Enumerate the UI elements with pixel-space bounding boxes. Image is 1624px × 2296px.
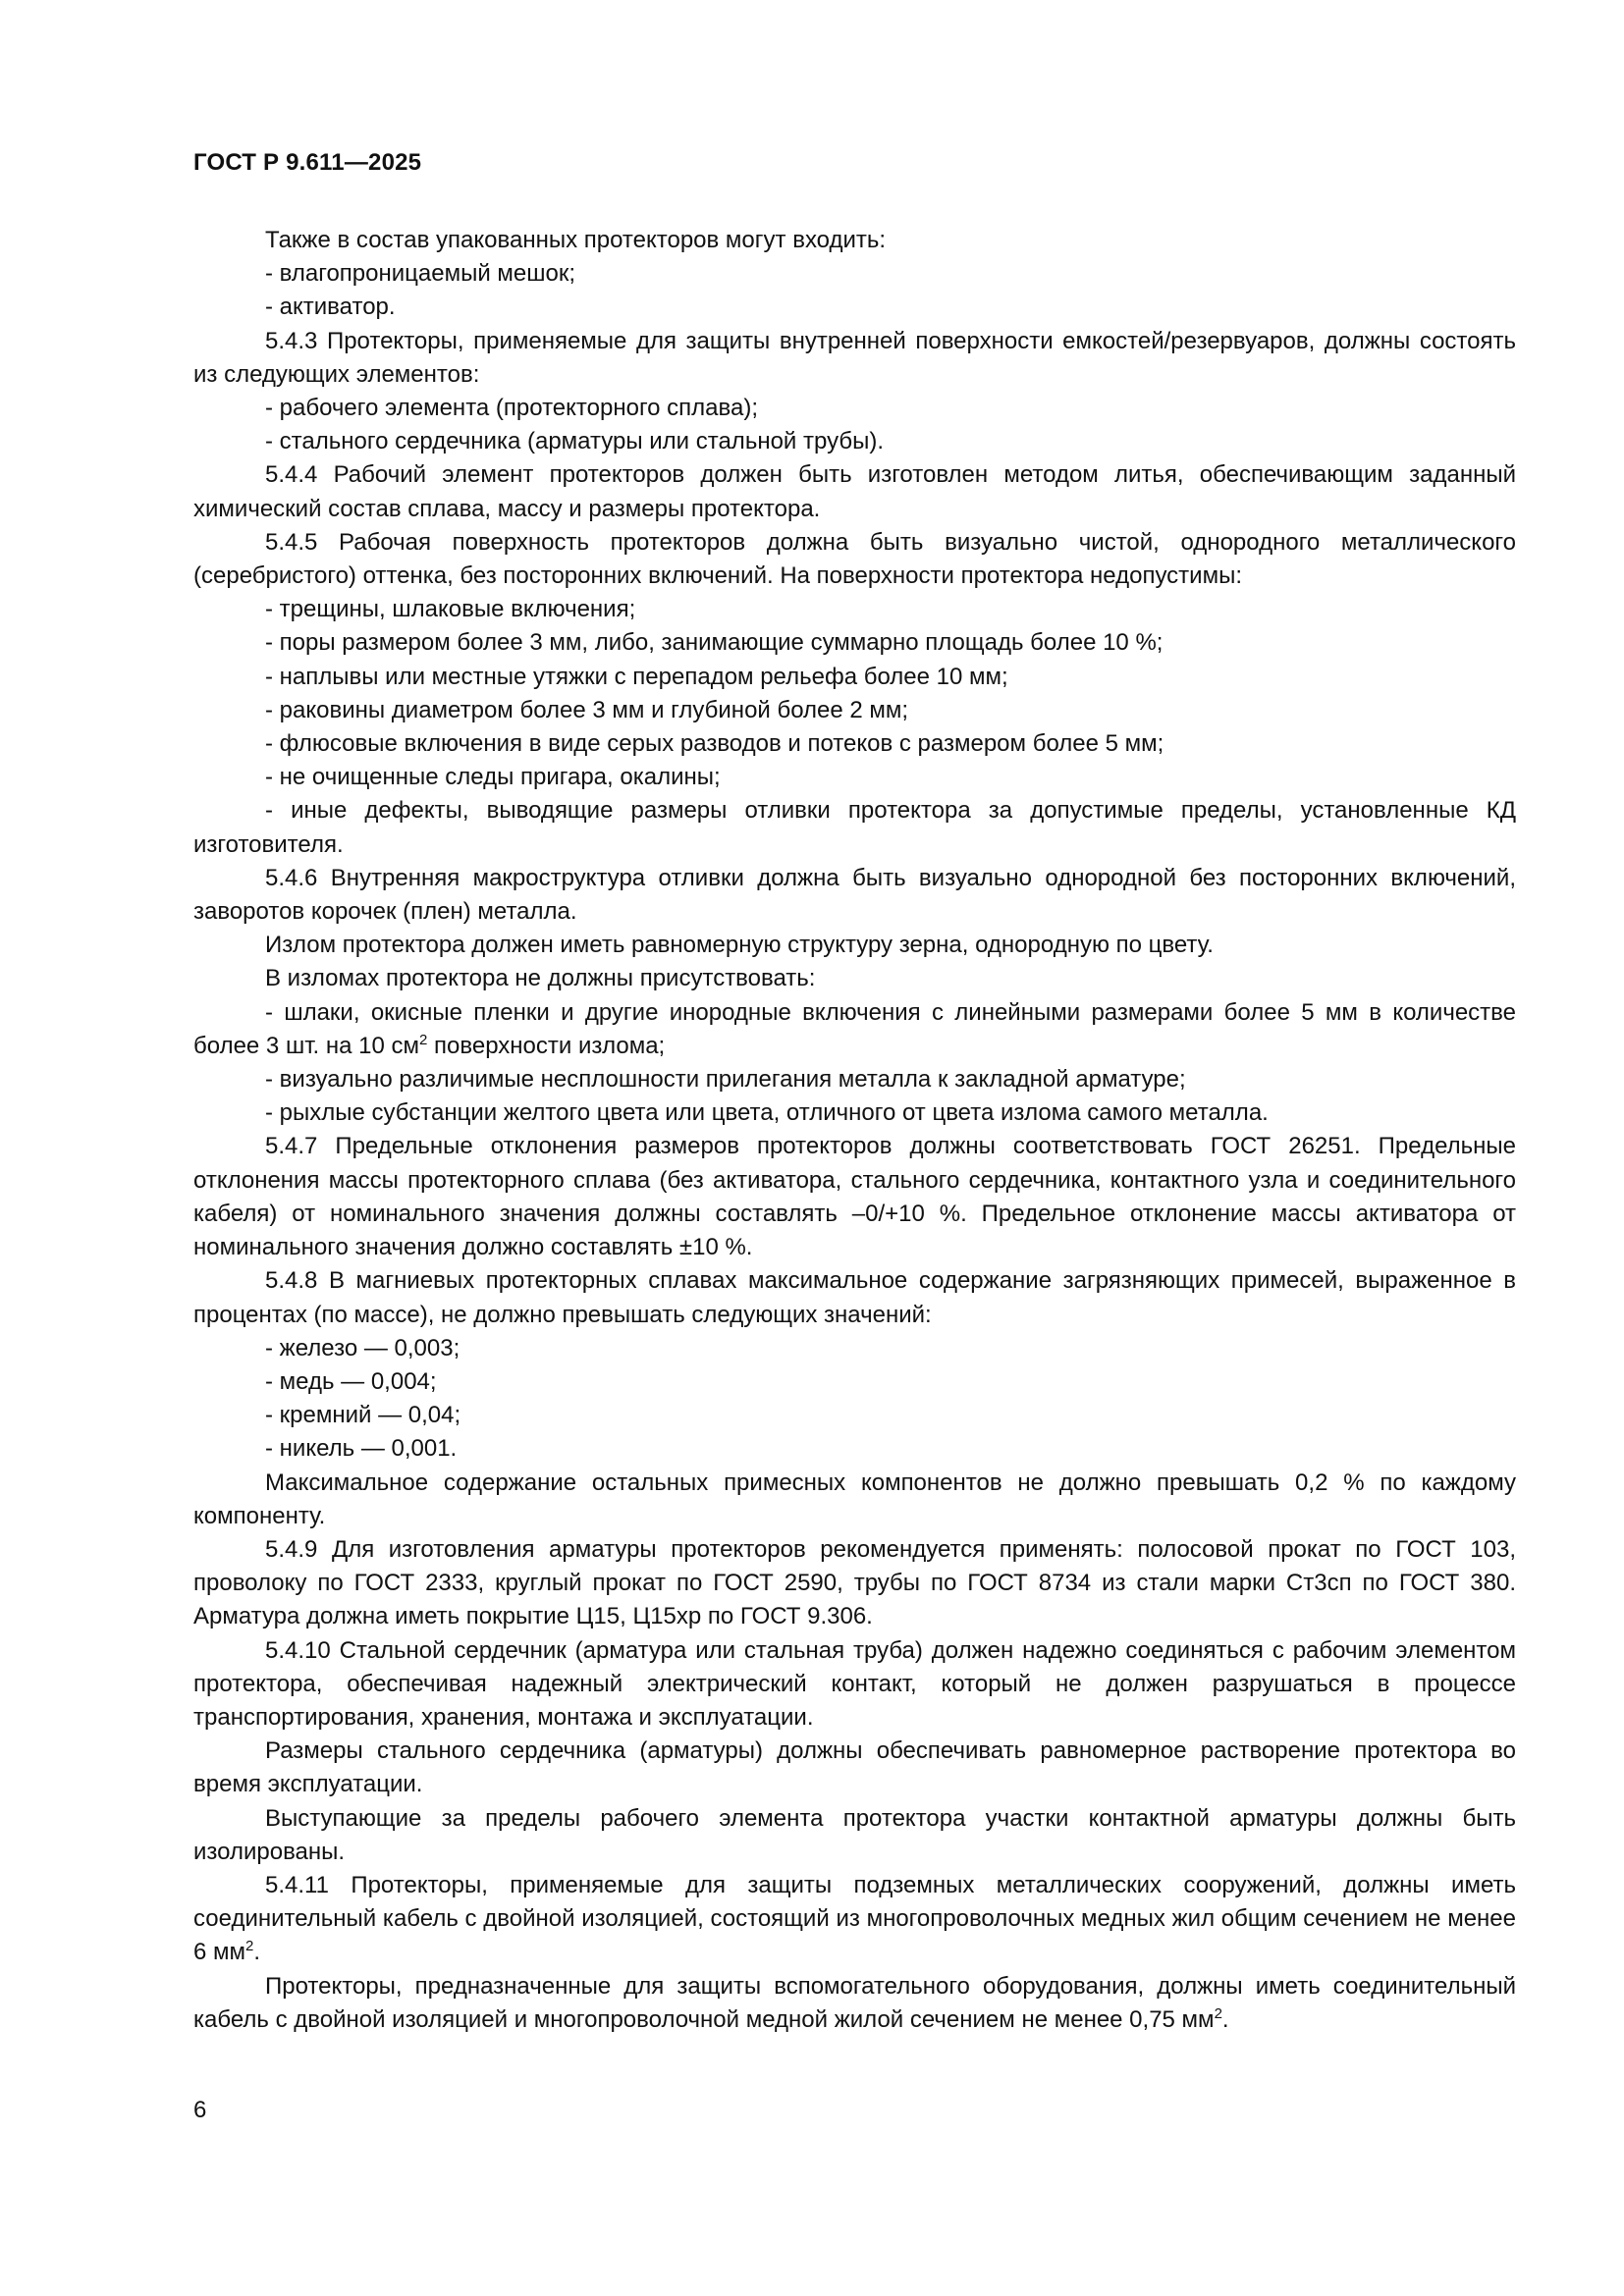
list-item: - трещины, шлаковые включения; [265, 596, 636, 623]
document-header: ГОСТ Р 9.611—2025 [193, 149, 422, 176]
list-item-text: - шлаки, окисные пленки и другие инородные включения с линейными размерами более 5 мм в количестве более 3 шт. на 10 см [193, 998, 1516, 1059]
list-item: - никель — 0,001. [265, 1435, 458, 1463]
paragraph: Максимальное содержание остальных примесных компонентов не должно превышать 0,2 % по каждому компоненту. [193, 1468, 1516, 1529]
paragraph [193, 1869, 1516, 1970]
list-item: - активатор. [265, 294, 396, 321]
paragraph: 5.4.3 Протекторы, применяемые для защиты внутренней поверхности емкостей/резервуаров, должны состоять из следующих элементов: [193, 327, 1516, 388]
list-item: - флюсовые включения в виде серых разводов и потеков с размером более 5 мм; [265, 730, 1164, 758]
page-number: 6 [193, 2097, 207, 2123]
list-item-tail: поверхности излома; [427, 1032, 666, 1059]
superscript: 2 [419, 1031, 428, 1048]
paragraph: 5.4.6 Внутренняя макроструктура отливки должна быть визуально однородной без посторонних включений, заворотов корочек (плен) металла. [193, 864, 1516, 926]
list-item: - медь — 0,004; [265, 1367, 437, 1395]
period: . [1221, 2005, 1229, 2033]
paragraph: 5.4.5 Рабочая поверхность протекторов должна быть визуально чистой, однородного металлического (серебристого) оттенка, без посторонних включений. На поверхности протектора недопустимы: [193, 528, 1516, 590]
list-item: - кремний — 0,04; [265, 1402, 461, 1429]
paragraph: 5.4.8 В магниевых протекторных сплавах максимальное содержание загрязняющих примесей, выраженное в процентах (по массе), не должно превышать следующих значений: [193, 1267, 1516, 1328]
paragraph: 5.4.4 Рабочий элемент протекторов должен быть изготовлен методом литья, обеспечивающим заданный химический состав сплава, массу и размеры протектора. [193, 461, 1516, 522]
paragraph: Размеры стального сердечника (арматуры) должны обеспечивать равномерное растворение протектора во время эксплуатации. [193, 1737, 1516, 1798]
paragraph: Также в состав упакованных протекторов могут входить: [265, 227, 887, 253]
list-item: - наплывы или местные утяжки с перепадом рельефа более 10 мм; [265, 663, 1008, 690]
list-item: - поры размером более 3 мм, либо, занимающие суммарно площадь более 10 %; [265, 629, 1164, 657]
list-item: - рабочего элемента (протекторного сплава); [265, 395, 759, 422]
superscript: 2 [1214, 2004, 1222, 2022]
list-item: - визуально различимые несплошности прилегания металла к закладной арматуре; [265, 1066, 1186, 1094]
list-item: - не очищенные следы пригара, окалины; [265, 764, 721, 791]
list-item: - иные дефекты, выводящие размеры отливки протектора за допустимые пределы, установленные КД изготовителя. [193, 797, 1516, 858]
list-item: - железо — 0,003; [265, 1334, 460, 1362]
paragraph: 5.4.7 Предельные отклонения размеров протекторов должны соответствовать ГОСТ 26251. Предельные отклонения массы протекторного сплава (без активатора, стального сердечника, контактного узла и соединительного кабеля) от номинального значения должны составлять –0/+10 %. Предельное отклонение массы активатора от номинального значения должно составлять ±10 %. [193, 1133, 1516, 1261]
paragraph: Излом протектора должен иметь равномерную структуру зерна, однородную по цвету. [265, 932, 1214, 959]
paragraph: 5.4.10 Стальной сердечник (арматура или стальная труба) должен надежно соединяться с рабочим элементом протектора, обеспечивая надежный электрический контакт, который не должен разрушаться в процессе транспортирования, хранения, монтажа и эксплуатации. [193, 1636, 1516, 1731]
document-body [193, 224, 1516, 2037]
superscript: 2 [245, 1938, 254, 1955]
paragraph: Выступающие за пределы рабочего элемента протектора участки контактной арматуры должны быть изолированы. [193, 1804, 1516, 1865]
paragraph: 5.4.9 Для изготовления арматуры протекторов рекомендуется применять: полосовой прокат по ГОСТ 103, проволоку по ГОСТ 2333, круглый прокат по ГОСТ 2590, трубы по ГОСТ 8734 из стали марки Ст3сп по ГОСТ 380. Арматура должна иметь покрытие Ц15, Ц15хр по ГОСТ 9.306. [193, 1535, 1516, 1630]
period: . [253, 1939, 261, 1966]
list-item: - рыхлые субстанции желтого цвета или цвета, отличного от цвета излома самого металла. [265, 1099, 1269, 1127]
paragraph-text: 5.4.11 Протекторы, применяемые для защиты подземных металлических сооружений, должны иметь соединительный кабель с двойной изоляцией, состоящий из многопроволочных медных жил общим сечением не менее 6 мм [193, 1871, 1516, 1966]
list-item: - влагопроницаемый мешок; [265, 260, 576, 288]
list-item: - стального сердечника (арматуры или стальной трубы). [265, 428, 884, 455]
list-item [193, 996, 1516, 1063]
list-item: - раковины диаметром более 3 мм и глубиной более 2 мм; [265, 696, 909, 723]
paragraph-text: Протекторы, предназначенные для защиты вспомогательного оборудования, должны иметь соединительный кабель с двойной изоляцией и многопроволочной медной жилой сечением не менее 0,75 мм [193, 1972, 1516, 2033]
paragraph [193, 1970, 1516, 2037]
paragraph: В изломах протектора не должны присутствовать: [265, 965, 816, 992]
